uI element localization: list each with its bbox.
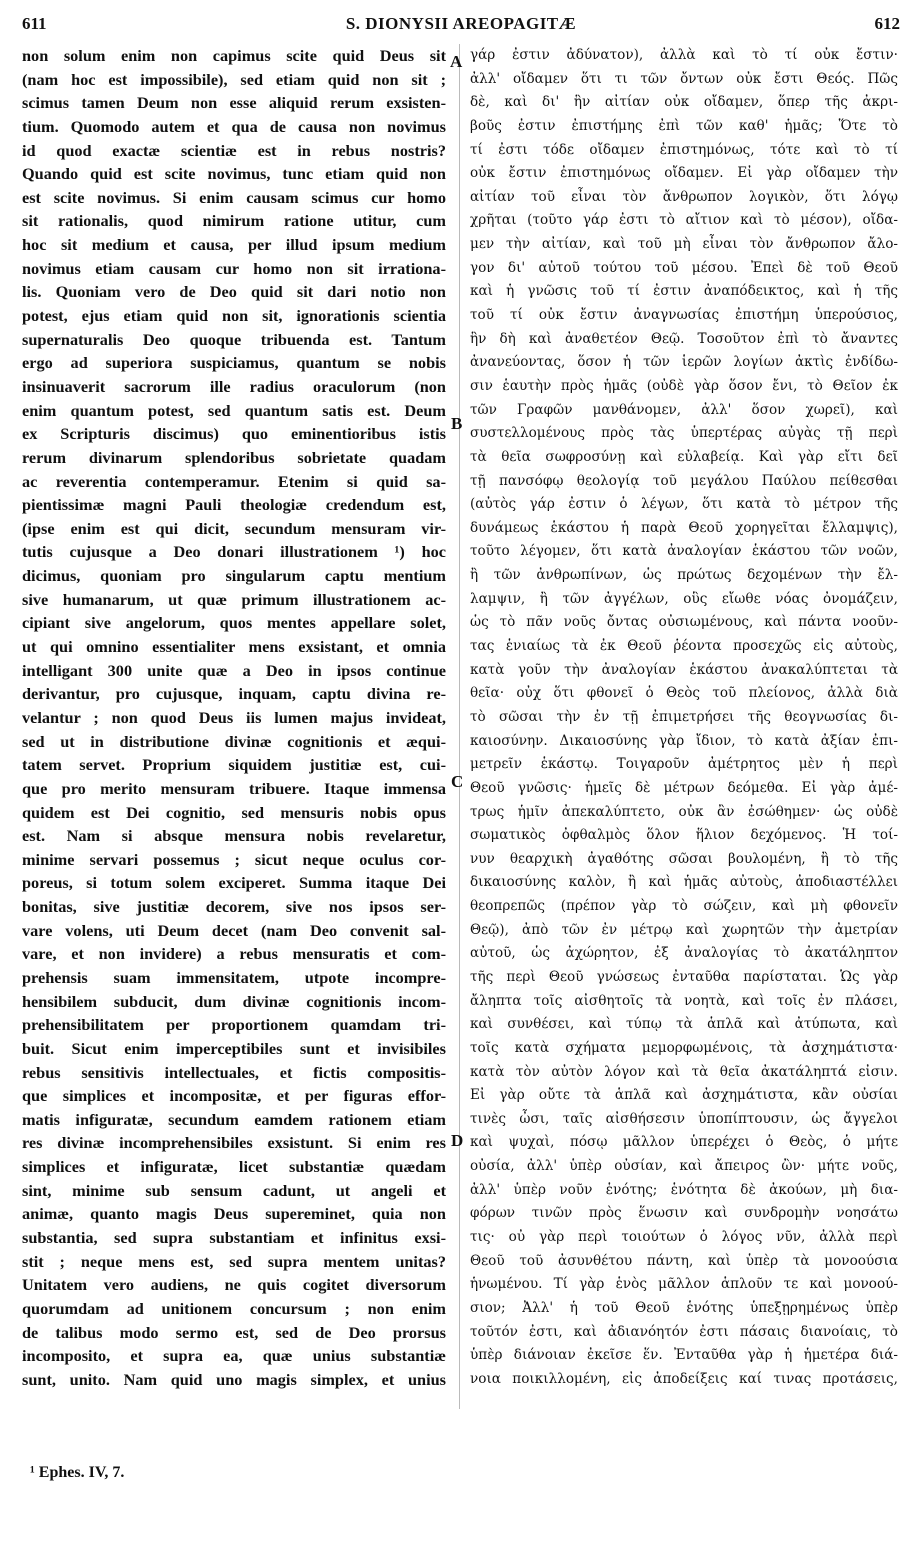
latin-text-line: sed ut in distributione divinæ cognitionis et æqui-	[22, 731, 446, 751]
footnote: ¹ Ephes. IV, 7.	[30, 1464, 125, 1481]
latin-text-line: hensibilem subducit, dum divinæ cognitionis incom-	[22, 991, 446, 1011]
greek-text-line: αὐτοῦ, ὡς ἀχώρητον, ἐξ ἀναλογίας τὸ ἀκατάληπτον	[470, 945, 898, 962]
latin-text-line: velantur ; non quod Deus iis lumen majus invideat,	[22, 707, 446, 727]
latin-text-line: scimus tamen Deum non esse aliquid rerum exsisten-	[22, 93, 446, 113]
latin-text-line: de talibus modo sermo est, sed de Deo prorsus	[22, 1322, 446, 1342]
greek-text-line: ἄληπτα τοῖς αἰσθητοῖς τὰ νοητὰ, καὶ τοῖς ἐν πλάσει,	[470, 992, 898, 1009]
latin-text-line: que simplices et incompositæ, et per figuras effor-	[22, 1086, 446, 1106]
greek-text-line: τῆς περὶ Θεοῦ γνώσεως ἐνταῦθα παρίσταται. Ὡς γὰρ	[470, 968, 898, 985]
greek-text-line: μετρεῖν ἑκάστῳ. Τοιγαροῦν ἀμέτρητος μὲν ἡ περὶ	[470, 756, 898, 773]
greek-text-line: κατὰ τὸν αὐτὸν λόγον καὶ τὰ θεῖα ἀκατάληπτά εἰσιν.	[470, 1063, 898, 1080]
latin-text-line: stit ; neque mens est, sed supra mentem unitas?	[22, 1251, 446, 1271]
latin-text-line: buit. Sicut enim imperceptibiles sunt et invisibiles	[22, 1038, 446, 1058]
greek-text-line: τρως ἡμῖν ἀπεκαλύπτετο, οὐκ ἂν ἐσώθημεν· ὡς οὐδὲ	[470, 803, 898, 820]
greek-text-line: τὸ σῶσαι τὴν ἐν τῇ ἐπιμετρήσει τῆς θεογνωσίας δι-	[470, 708, 898, 725]
latin-text-line: prehensibilitatem per proportionem quamdam tri-	[22, 1015, 446, 1035]
greek-column	[470, 44, 898, 1392]
greek-text-line: καὶ ἡ γνῶσις τοῦ τί ἐστιν ἀναπόδεικτος, καὶ ἡ τῆς	[470, 283, 898, 300]
greek-text-line: λαμψιν, ἢ τῶν ἀγγέλων, οὓς εἴωθε νόας ὀνομάζειν,	[470, 590, 898, 607]
latin-text-line: enim quantum potest, sed quantum satis est. Deum	[22, 400, 446, 420]
latin-text-line: potest, ejus etiam quid non sit, ignorationis scientia	[22, 306, 446, 326]
latin-text-line: derivantur, pro cujusque, inquam, captu divina re-	[22, 684, 446, 704]
greek-text-line: νοια ποικιλλομένη, εἰς ἀποδείξεις καί τινας προτάσεις,	[470, 1370, 898, 1387]
latin-text-line: ergo ad superiora suspiciamus, quantum se nobis	[22, 353, 446, 373]
greek-text-line: ἣν δὴ καὶ ἀναθετέον Θεῷ. Τοσοῦτον ἐπὶ τὸ ἄναντες	[470, 330, 898, 347]
greek-text-line: συστελλομένους πρὸς τὰς ὑπερτέρας αὐγὰς τῇ περὶ	[470, 425, 898, 442]
latin-text-line: animæ, quanto magis Deus supereminet, quia non	[22, 1204, 446, 1224]
greek-text-line: τοῦτο λέγομεν, ὅτι κατὰ ἀναλογίαν ἑκάστου τῶν νοῶν,	[470, 543, 898, 560]
page-number-left: 611	[22, 14, 47, 33]
page-header	[22, 14, 900, 40]
greek-text-line: καιοσύνην. Δικαιοσύνης γὰρ ἴδιον, τὸ κατὰ ἀξίαν ἐπι-	[470, 732, 898, 749]
latin-text-line: non solum enim non capimus scite quid Deus sit	[22, 46, 446, 65]
greek-text-line: γον δι' αὐτοῦ τούτου τοῦ μέσου. Ἐπεὶ δὲ τοῦ Θεοῦ	[470, 259, 898, 276]
section-marker-c: C	[451, 772, 464, 791]
section-marker-a: A	[450, 52, 463, 71]
greek-text-line: ὑπὲρ διάνοιαν ἐκεῖσε ἕν. Ἐνταῦθα γὰρ ἡ ἡμετέρα διά-	[470, 1347, 898, 1364]
greek-text-line: τοῦτόν ἐστι, καὶ ἀδιανόητόν ἐστι πάσαις διανοίαις, τὸ	[470, 1323, 898, 1340]
greek-text-line: τοῖς κατὰ σχήματα μεμορφωμένοις, τὰ ἀσχημάτιστα·	[470, 1039, 898, 1056]
latin-text-line: tatem servet. Proprium siquidem justitiæ est, cui-	[22, 755, 446, 775]
latin-text-line: tutis cujusque a Deo donari illustrationem ¹) hoc	[22, 542, 446, 562]
latin-text-line: sunt, unito. Nam quid uno magis simplex, et unius	[22, 1369, 446, 1389]
latin-text-line: vare, et non invidere) a rebus mensuratis et com-	[22, 944, 446, 964]
latin-text-line: Unitatem vero audiens, ne quis cogitet diversorum	[22, 1275, 446, 1295]
running-title: S. DIONYSII AREOPAGITÆ	[345, 14, 577, 33]
greek-text-line: αἰτίαν τοῦ εἶναι τὸν ἄνθρωπον λογικὸν, ὅτι λόγῳ	[470, 188, 898, 205]
greek-text-line: καὶ ψυχαὶ, πόσῳ μᾶλλον ὑπερέχει ὁ Θεὸς, ὁ μήτε	[470, 1134, 898, 1151]
greek-text-line: δὲ, καὶ δι' ἣν αἰτίαν οὐκ οἴδαμεν, ὅπερ τῆς ἀκρι-	[470, 94, 898, 111]
greek-text-line: θεῖα· οὐχ ὅτι φθονεῖ ὁ Θεὸς τοῦ πλείονος, ἀλλὰ διὰ	[470, 685, 898, 702]
latin-text-line: ex Scripturis discimus) quo eminentioribus istis	[22, 424, 446, 444]
greek-text-line: σιον; Ἀλλ' ἡ τοῦ Θεοῦ ἑνότης ὑπεξῃρημένως ὑπὲρ	[470, 1299, 898, 1316]
greek-text-line: ὡς τὸ πᾶν νοῦς ὄντας οὐσιωμένους, καὶ πάντα νοοῦν-	[470, 614, 898, 631]
latin-text-line: est scite novimus. Si enim causam scimus cur homo	[22, 187, 446, 207]
latin-text-line: cipiant sive angelorum, quos mentes appellare solet,	[22, 613, 446, 633]
greek-text-line: ἢ τῶν ἀνθρωπίνων, ὡς πρώτως δεχομένων τὴν ἔλ-	[470, 567, 898, 584]
greek-text-line: σωματικὸς ὀφθαλμὸς ὅλον ἥλιον δεχόμενος. Ἡ τοί-	[470, 827, 898, 844]
latin-text-line: pientissimæ magni Pauli theologiæ credendum est,	[22, 495, 446, 515]
latin-text-line: poreus, si totum solem exciperet. Summa itaque Dei	[22, 873, 446, 893]
latin-text-line: incomposito, et supra ea, quæ unius substantiæ	[22, 1346, 446, 1366]
greek-text-line: τί ἐστι τόδε οἴδαμεν ἐπιστημόνως, τότε καὶ τὸ τί	[470, 141, 898, 158]
latin-text-line: ac reverentia contemperamur. Etenim si quid sa-	[22, 471, 446, 491]
latin-text-line: est. Nam si absque mensura nobis revelaretur,	[22, 826, 446, 846]
latin-text-line: quidem est Dei cognitio, sed mensuris nobis opus	[22, 802, 446, 822]
latin-text-line: insinuaverit sacrorum ille radius oraculorum (non	[22, 376, 446, 396]
latin-text-line: bonitas, sive justitiæ decorem, sive nos ipsos ser-	[22, 897, 446, 917]
greek-text-line: τῇ πανσόφῳ θεολογίᾳ τοῦ μεγάλου Παύλου πείθεσθαι	[470, 472, 898, 489]
greek-text-line: τινὲς ὦσι, ταῖς αἰσθήσεσιν ὑποπίπτουσιν, ὡς ἄγγελοι	[470, 1110, 898, 1127]
latin-text-line: supernaturalis Deo quoque tribuenda est. Tantum	[22, 329, 446, 349]
greek-text-line: φόρων τινῶν πρὸς ἕνωσιν καὶ συνδρομὴν νοησάτω	[470, 1205, 898, 1222]
latin-text-line: lis. Quoniam vero de Deo quid sit dari notio non	[22, 282, 446, 302]
latin-text-line: Quando quid est scite novimus, tunc etiam quid non	[22, 164, 446, 184]
greek-text-line: Εἰ γὰρ οὔτε τὰ ἁπλᾶ καὶ ἀσχημάτιστα, κἂν οὐσίαι	[470, 1087, 898, 1104]
greek-text-line: (αὐτὸς γάρ ἐστιν ὁ λέγων, ὅτι κατὰ τὸ μέτρον τῆς	[470, 496, 898, 513]
greek-text-line: Θεοῦ γνῶσις· ἡμεῖς δὲ μέτρων δεόμεθα. Εἰ γὰρ ἀμέ-	[470, 779, 898, 796]
greek-text-line: ἀλλ' ὑπὲρ νοῦν ἑνότης; ἑνότητα δὲ ἀκούων, μὴ δια-	[470, 1181, 898, 1198]
greek-text-line: δυνάμεως ἑκάστου ἡ παρὰ Θεοῦ χορηγεῖται ἔλλαμψις),	[470, 519, 898, 536]
greek-text-line: ἀλλ' οἴδαμεν ὅτι τι τῶν ὄντων οὐκ ἔστι Θεός. Πῶς	[470, 70, 898, 87]
greek-text-line: δικαιοσύνης καλὸν, ἢ καὶ ἡμᾶς αὐτοὺς, ἀποδιαστέλλει	[470, 874, 898, 891]
greek-text-line: βοῦς ἐστιν ἐπιστήμης ἐπὶ τῶν καθ' ἡμᾶς; Ὅτε τὸ	[470, 117, 898, 134]
greek-text-line: τοῦ τί οὐκ ἔστιν ἀναγνωσίας ἐπιστήμη ὑπερούσιος,	[470, 307, 898, 324]
latin-text-line: matis infiguratæ, secundum eamdem rationem etiam	[22, 1109, 446, 1129]
latin-text-line: prehensis suam immensitatem, utpote incompre-	[22, 967, 446, 987]
page-number-right: 612	[874, 14, 900, 33]
greek-text-line: τις· οὐ γὰρ περὶ τοιούτων ὁ λόγος νῦν, ἀλλὰ περὶ	[470, 1229, 898, 1246]
latin-text-line: (nam hoc est impossibile), sed etiam quid non sit ;	[22, 69, 446, 89]
latin-text-line: rebus sensitivis intellectuales, et fictis compositis-	[22, 1062, 446, 1082]
latin-text-line: dicimus, quoniam pro singularum captu mentium	[22, 566, 446, 586]
greek-text-line: τὰ θεῖα σωφροσύνῃ καὶ εὐλαβείᾳ. Καὶ γὰρ εἴτι δεῖ	[470, 448, 898, 465]
latin-text-line: quorumdam ad unitionem concursum ; non enim	[22, 1298, 446, 1318]
latin-column	[22, 44, 446, 1392]
greek-text-line: οὐσία, ἀλλ' ὑπὲρ οὐσίαν, καὶ ἄπειρος ὢν· μήτε νοῦς,	[470, 1158, 898, 1175]
latin-text-line: sint, minime sub sensum cadunt, ut angeli et	[22, 1180, 446, 1200]
greek-text-line: σιν ἑαυτὴν πρὸς ἡμᾶς (οὐδὲ γὰρ ὅσον ἔνι, τὸ Θεῖον ἐκ	[470, 377, 898, 394]
greek-text-line: οὐκ ἔστιν ἐπιστημόνως οἴδαμεν. Εἰ γὰρ οἴδαμεν τὴν	[470, 165, 898, 182]
latin-text-line: res divinæ incomprehensibiles exsistunt. Si enim res	[22, 1133, 446, 1153]
latin-text-line: id quod exactæ scientiæ est in rebus nostris?	[22, 140, 446, 160]
latin-text-line: (ipse enim est qui dicit, secundum mensuram vir-	[22, 518, 446, 538]
latin-text-line: novimus etiam causam cur homo non sit irrationa-	[22, 258, 446, 278]
section-marker-b: B	[451, 414, 463, 433]
section-marker-d: D	[451, 1131, 464, 1150]
latin-text-line: ut qui omnino essentialiter mens exsistant, et omnia	[22, 637, 446, 657]
greek-text-line: Θεοῦ τοῦ ἀσυνθέτου πάντη, καὶ ὑπὲρ τὰ μονοούσια	[470, 1252, 898, 1269]
greek-text-line: Θεῷ), ἀπὸ τῶν ἐν μέτρῳ καὶ χωρητῶν τὴν ἀμετρίαν	[470, 921, 898, 938]
latin-text-line: hoc sit medium et causa, per illud ipsum medium	[22, 235, 446, 255]
greek-text-line: θεοπρεπῶς (πρέπον γὰρ τὸ σώζειν, καὶ μὴ φθονεῖν	[470, 898, 898, 915]
greek-text-line: ἀνανεύοντας, ὅσον ἡ τῶν ἱερῶν λογίων ἀκτὶς ἐνδίδω-	[470, 354, 898, 371]
latin-text-line: substantia, sed supra substantiam et infinitus exsi-	[22, 1228, 446, 1248]
latin-text-line: rerum divinarum splendoribus sobrietate quadam	[22, 447, 446, 467]
greek-text-line: τῶν Γραφῶν μανθάνομεν, ἀλλ' ὅσον χωρεῖ), καὶ	[470, 401, 898, 418]
greek-text-line: γάρ ἐστιν ἀδύνατον), ἀλλὰ καὶ τὸ τί οὐκ ἔστιν·	[470, 47, 898, 63]
greek-text-line: τας ἑνιαίως τὰ ἐκ Θεοῦ ῥέοντα προσεχῶς εἰς αὐτοὺς,	[470, 638, 898, 655]
column-divider	[459, 44, 460, 1409]
latin-text-line: simplices et infiguratæ, licet substantiæ quædam	[22, 1157, 446, 1177]
greek-text-line: χρῆται (τοῦτο γάρ ἐστι τὸ αἴτιον καὶ τὸ μέσον), οἴδα-	[470, 212, 898, 229]
latin-text-line: sit rationalis, quod nimirum ratione utitur, cum	[22, 211, 446, 231]
latin-text-line: tium. Quomodo autem et qua de causa non novimus	[22, 116, 446, 136]
greek-text-line: μεν τὴν αἰτίαν, καὶ τοῦ μὴ εἶναι τὸν ἄνθρωπον ἄλο-	[470, 236, 898, 253]
greek-text-line: ἡνωμένου. Τί γὰρ ἑνὸς μᾶλλον ἁπλοῦν τε καὶ μονοού-	[470, 1276, 898, 1293]
latin-text-line: que pro merito mensuram tribuere. Itaque immensa	[22, 778, 446, 798]
latin-text-line: sive humanarum, ut quæ primum illustrationem ac-	[22, 589, 446, 609]
latin-text-line: minime servari possemus ; sicut neque oculus cor-	[22, 849, 446, 869]
latin-text-line: intelligant 300 unite quæ a Deo in ipsos continue	[22, 660, 446, 680]
greek-text-line: κατὰ γοῦν τὴν ἀναλογίαν ἑκάστου ἀνακαλύπτεται τὰ	[470, 661, 898, 678]
latin-text-line: vare volens, uti Deum decet (nam Deo convenit sal-	[22, 920, 446, 940]
greek-text-line: καὶ συνθέσει, καὶ τύπῳ τὰ ἁπλᾶ καὶ ἀτύπωτα, καὶ	[470, 1016, 898, 1033]
greek-text-line: νυν θεαρχικὴ ἀγαθότης σῶσαι βουλομένη, ἢ τὸ τῆς	[470, 850, 898, 867]
